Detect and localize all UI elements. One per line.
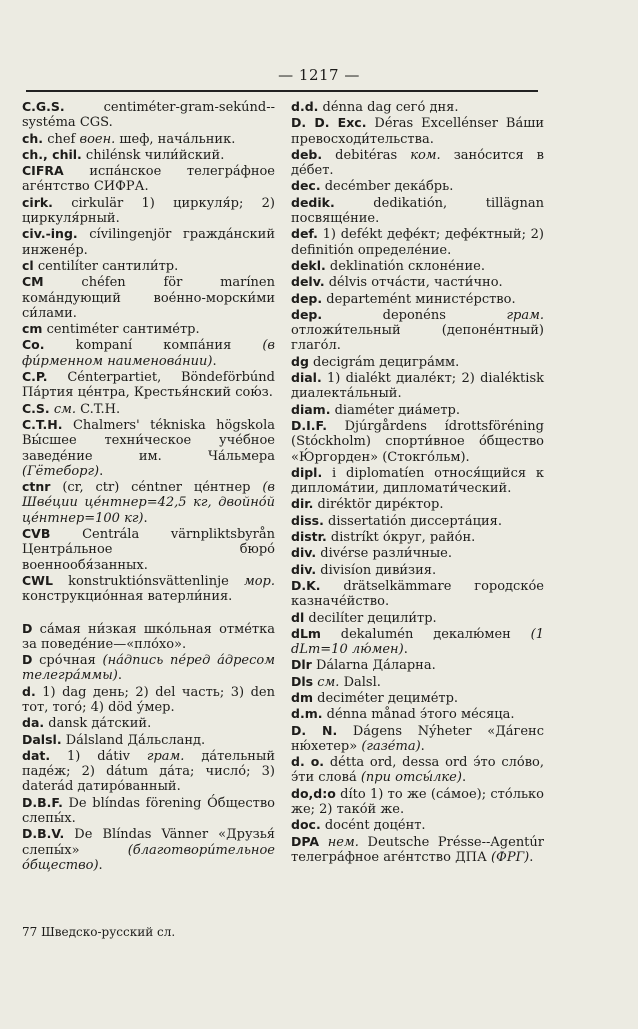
page-number: — 1217 —: [278, 66, 360, 84]
entry-gloss: debitéras: [322, 147, 411, 163]
entry-gloss: (cr, ctr) céntner це́нтнер: [50, 480, 263, 496]
entry-headword: do,d:o: [291, 785, 336, 801]
entry-headword: delv.: [291, 274, 325, 290]
entry-gloss: Deutsche Présse--Agentúr телегра́фное аге́нтство ДПА: [291, 834, 544, 865]
dictionary-entry: [22, 684, 275, 716]
entry-gloss: .: [212, 353, 217, 369]
dictionary-entry: [22, 479, 275, 526]
dictionary-entry: [22, 163, 275, 195]
entry-headword: C.P.: [22, 369, 48, 385]
entry-gloss: drätselkämmare городско́е казначе́йство.: [291, 578, 544, 610]
entry-gloss-italic: (на́дпись пе́ред а́дресом телегра́ммы): [22, 653, 275, 684]
entry-headword: C.G.S.: [22, 99, 65, 114]
entry-gloss: decigrám децигра́мм.: [308, 354, 460, 370]
dictionary-entry: [22, 573, 275, 605]
entry-headword: Dalsl.: [22, 731, 62, 747]
entry-headword: cm: [22, 321, 43, 337]
dictionary-entry: [22, 795, 275, 827]
entry-headword: dLm: [291, 625, 321, 641]
entry-gloss: .: [529, 849, 534, 865]
entry-gloss: испа́нское телегра́фное аге́нтство СИФРА.: [22, 164, 275, 195]
entry-gloss-italic: мор.: [243, 573, 275, 589]
entry-headword: CWL: [22, 572, 53, 588]
entry-gloss: De blíndas förening О́бщество слепы́х.: [22, 795, 275, 827]
entry-headword: D. N.: [291, 722, 338, 738]
entry-gloss: diaméter диа́метр.: [330, 402, 460, 418]
entry-gloss: шеф, нача́льник.: [115, 131, 236, 147]
entry-gloss: Cénterpartiet, Böndeförbúnd Па́ртия це́нтра, Крестья́нский сою́з.: [22, 370, 275, 401]
entry-gloss: centiméter сантиме́тр.: [42, 322, 200, 338]
entry-headword: dg: [291, 353, 309, 369]
entry-gloss: Déras Excellénser Ва́ши превосходи́тельства.: [291, 116, 544, 147]
book-title: Шведско-русский сл.: [41, 925, 176, 939]
entry-gloss-italic: (при отсы́лке): [360, 770, 462, 786]
dictionary-entry: [291, 545, 544, 561]
entry-headword: C.S.: [22, 400, 50, 416]
entry-headword: ch.: [22, 130, 44, 146]
entry-gloss: .: [117, 668, 122, 684]
dictionary-entry: [291, 706, 544, 722]
entry-gloss-italic: грам.: [506, 307, 544, 323]
dictionary-entry: [22, 147, 275, 163]
entry-headword: D. D. Exc.: [291, 115, 367, 131]
entry-gloss: díto 1) то же (са́мое); сто́лько же; 2) тако́й же.: [291, 786, 544, 818]
dictionary-entry: [291, 578, 544, 610]
entry-gloss: Chalmers' tékniska högskola Вы́сшее техни́ческое уче́бное заведе́ние им. Ча́льмера: [22, 417, 275, 464]
entry-gloss: dansk да́тский.: [44, 716, 152, 732]
dictionary-entry: [291, 258, 544, 274]
entry-gloss: centilíter сантили́тр.: [33, 258, 179, 274]
entry-gloss-italic: (в фи́рменном наименова́нии): [22, 338, 275, 369]
entry-gloss: .: [403, 642, 408, 658]
entry-headword: CIFRA: [22, 163, 64, 179]
entry-headword: cirk.: [22, 194, 53, 210]
entry-headword: D: [22, 652, 33, 668]
entry-gloss: kompaní компа́ния: [44, 338, 263, 354]
entry-gloss: centiméter-gram-sekúnd--systéma CGS.: [22, 100, 275, 131]
entry-gloss-italic: грам.: [146, 748, 185, 764]
dictionary-entry: [291, 529, 544, 545]
dictionary-entry: [291, 754, 544, 786]
entry-gloss: сро́чная: [32, 653, 103, 669]
dictionary-entry: [291, 690, 544, 706]
entry-gloss: dedikatión, tillägnan посвяще́ние.: [291, 195, 544, 227]
dictionary-entry: [22, 526, 275, 573]
entry-gloss-italic: воен.: [79, 131, 116, 147]
entry-gloss: cirkulär 1) циркуля́р; 2) циркуля́рный.: [22, 195, 275, 227]
entry-gloss: dénna dag сего́ дня.: [318, 100, 459, 115]
dictionary-entry: [22, 417, 275, 479]
entry-gloss: Dalsl.: [339, 674, 381, 690]
dictionary-entry: [291, 610, 544, 626]
dictionary-entry: [291, 496, 544, 512]
entry-headword: ch., chil.: [22, 146, 82, 162]
dictionary-entry: [291, 226, 544, 258]
entry-gloss: Dágens Nýheter «Да́генс ню́хетер»: [291, 723, 544, 754]
dictionary-entry: [22, 401, 275, 417]
entry-gloss: distríkt о́круг, райо́н.: [326, 530, 476, 546]
entry-gloss: 1) defékt дефе́кт; дефе́ктный; 2) definitión определе́ние.: [291, 227, 544, 258]
entry-gloss-italic: (ФРГ): [490, 849, 530, 865]
dictionary-entry: [291, 291, 544, 307]
entry-headword: D.B.V.: [22, 826, 65, 842]
dictionary-entry: [22, 321, 275, 337]
dictionary-entry: [291, 657, 544, 673]
entry-headword: deb.: [291, 146, 323, 162]
right-column: [291, 99, 544, 865]
entry-gloss: docént доце́нт.: [320, 818, 426, 834]
dictionary-entry: [22, 369, 275, 401]
dictionary-entry: [291, 354, 544, 370]
entry-headword: cl: [22, 257, 34, 273]
entry-gloss: зано́сится в де́бет.: [291, 147, 544, 179]
entry-gloss: .: [99, 463, 104, 479]
entry-headword: div.: [291, 561, 317, 577]
entry-gloss: .: [461, 770, 467, 786]
entry-gloss-italic: (благотвори́тельное о́бщество): [22, 842, 275, 873]
entry-gloss: Centrála värnpliktsbyrån Центра́льное бюро́ военнообя́занных.: [22, 527, 275, 573]
entry-gloss: dekalumén декалю́мен: [320, 626, 531, 642]
dictionary-entry: [291, 465, 544, 497]
dictionary-entry: [22, 337, 275, 369]
left-column: [22, 99, 275, 873]
entry-headword: Dls: [291, 673, 314, 689]
entry-gloss: decémber дека́брь.: [320, 179, 454, 195]
entry-headword: dial.: [291, 370, 322, 386]
entry-gloss: divisíon диви́зия.: [316, 562, 437, 578]
entry-headword: D.B.F.: [22, 794, 63, 810]
entry-gloss: 1) dialékt диале́кт; 2) dialéktisk диалекта́льный.: [291, 371, 544, 402]
entry-headword: def.: [291, 226, 318, 242]
page-footer: [22, 925, 175, 939]
dictionary-entry: [291, 370, 544, 402]
entry-gloss: chilénsk чили́йский.: [81, 147, 225, 163]
dictionary-entry: [22, 99, 275, 131]
entry-gloss-italic: нем.: [327, 834, 359, 850]
dictionary-entry: [291, 147, 544, 179]
entry-headword: dep.: [291, 306, 323, 322]
entry-headword: dekl.: [291, 257, 326, 273]
entry-headword: doc.: [291, 817, 321, 833]
entry-gloss: dénna månad э́того ме́сяца.: [322, 707, 515, 723]
entry-gloss: cívilingenjör гражда́нский инжене́р.: [22, 227, 275, 258]
entry-headword: DPA: [291, 833, 320, 849]
entry-gloss-italic: см.: [53, 401, 77, 417]
entry-headword: dat.: [22, 747, 51, 763]
entry-gloss: divérse разли́чные.: [316, 546, 453, 562]
dictionary-entry: [22, 748, 275, 795]
dictionary-entry: [22, 652, 275, 684]
entry-gloss: Dálarna Да́ларна.: [311, 658, 436, 674]
entry-gloss: decilíter децили́тр.: [304, 610, 437, 626]
entry-gloss: konstruktiónsvättenlinje: [52, 573, 244, 589]
dictionary-entry: [291, 402, 544, 418]
entry-headword: dir.: [291, 496, 314, 512]
entry-headword: CM: [22, 274, 44, 290]
dictionary-entry: [291, 418, 544, 465]
dictionary-entry: [291, 674, 544, 690]
entry-gloss: да́тельный паде́ж; 2) dátum да́та; число́; 3) daterád датиро́ванный.: [22, 748, 275, 795]
entry-gloss: .: [143, 510, 148, 526]
entry-headword: d.m.: [291, 706, 323, 722]
entry-headword: dipl.: [291, 464, 323, 480]
dictionary-entry: [22, 258, 275, 274]
entry-gloss: Dálsland Да́льсланд.: [61, 732, 206, 748]
dictionary-entry: [22, 621, 275, 653]
dictionary-entry: [291, 274, 544, 290]
dictionary-entry: [291, 723, 544, 755]
entry-headword: dec.: [291, 178, 321, 194]
dictionary-entry: [22, 715, 275, 731]
entry-headword: d.: [22, 683, 36, 699]
entry-headword: div.: [291, 545, 317, 561]
entry-headword: dedik.: [291, 194, 335, 210]
entry-headword: CVB: [22, 526, 51, 542]
entry-headword: C.T.H.: [22, 416, 63, 432]
entry-gloss: C.T.H.: [76, 401, 121, 417]
entry-gloss: deponéns: [322, 307, 507, 323]
entry-gloss-italic: (в Шве́ции це́нтнер=42,5 кг, двойно́й це́нтнер=100 кг): [22, 480, 275, 526]
dictionary-entry: [22, 131, 275, 147]
dictionary-entry: [22, 195, 275, 227]
entry-headword: D.K.: [291, 577, 321, 593]
entry-headword: Co.: [22, 337, 45, 353]
entry-gloss: са́мая ни́зкая шко́льная отме́тка за поведе́ние—«пло́хо».: [22, 621, 275, 652]
entry-gloss: De Blíndas Vänner «Друзья́ слепы́х»: [22, 827, 275, 858]
dictionary-entry: [22, 826, 275, 873]
dictionary-entry: [291, 626, 544, 658]
entry-gloss: [319, 835, 328, 850]
entry-headword: diam.: [291, 401, 331, 417]
dictionary-entry: [22, 274, 275, 321]
dictionary-entry: [291, 195, 544, 227]
entry-gloss: departemént министе́рство.: [322, 291, 516, 307]
entry-gloss: deciméter дециме́тр.: [312, 690, 459, 706]
entry-gloss: .: [420, 738, 425, 754]
entry-headword: d.d.: [291, 99, 319, 114]
dictionary-entry: [291, 307, 544, 354]
entry-gloss: chéfen för marínen кома́ндующий вое́нно-морски́ми си́лами.: [22, 275, 275, 321]
entry-gloss: délvis отча́сти, части́чно.: [324, 275, 503, 291]
entry-headword: D.I.F.: [291, 417, 327, 433]
entry-gloss-italic: ком.: [410, 147, 441, 163]
dictionary-entry: [22, 226, 275, 258]
entry-headword: dep.: [291, 290, 323, 306]
entry-gloss: конструкцио́нная ватерли́ния.: [22, 589, 233, 605]
entry-headword: da.: [22, 715, 45, 731]
entry-headword: civ.-ing.: [22, 226, 78, 242]
entry-gloss-italic: (Гётеборг): [22, 463, 100, 479]
entry-gloss: .: [98, 857, 103, 873]
dictionary-entry: [291, 513, 544, 529]
entry-gloss: 1) dátiv: [50, 748, 147, 764]
entry-gloss: deklinatión склоне́ние.: [325, 258, 485, 274]
entry-gloss-italic: (газе́та): [361, 738, 421, 754]
dictionary-entry: [291, 99, 544, 115]
dictionary-entry: [291, 817, 544, 833]
entry-gloss: chef: [43, 131, 80, 147]
entry-gloss: Djúrgårdens ídrottsföréning (Stóckholm) спорти́вное о́бщество «Ю́ргорден» (Стокго́льм).: [291, 418, 544, 465]
entry-headword: diss.: [291, 512, 324, 528]
entry-gloss: 1) dag день; 2) del часть; 3) den тот, того́; 4) död у́мер.: [22, 684, 275, 715]
dictionary-entry: [291, 562, 544, 578]
dictionary-entry: [291, 786, 544, 818]
dictionary-entry: [291, 834, 544, 866]
entry-headword: Dlr: [291, 657, 312, 673]
entry-gloss-italic: (1 dLm=10 лю́мен): [291, 626, 544, 658]
entry-headword: D: [22, 620, 33, 636]
entry-headword: distr.: [291, 529, 327, 545]
dictionary-entry: [291, 115, 544, 147]
entry-headword: dl: [291, 609, 305, 625]
entry-gloss: diréktör дире́ктор.: [313, 497, 444, 513]
dictionary-entry: [22, 732, 275, 748]
dictionary-entry: [291, 178, 544, 194]
entry-headword: d. o.: [291, 754, 325, 770]
entry-gloss: dissertatión диссерта́ция.: [323, 513, 502, 529]
signature-number: 77: [22, 925, 38, 939]
entry-headword: dm: [291, 689, 313, 705]
header-rule: [26, 90, 538, 92]
entry-gloss: détta ord, dessa ord э́то сло́во, э́ти слова́: [291, 755, 544, 786]
entry-headword: ctnr: [22, 479, 51, 495]
entry-gloss-italic: см.: [317, 674, 340, 690]
entry-gloss: i diplomatíen относя́щийся к диплома́тии, дипломати́ческий.: [291, 465, 544, 497]
entry-gloss: отложи́тельный (депоне́нтный) глаго́л.: [291, 323, 544, 354]
